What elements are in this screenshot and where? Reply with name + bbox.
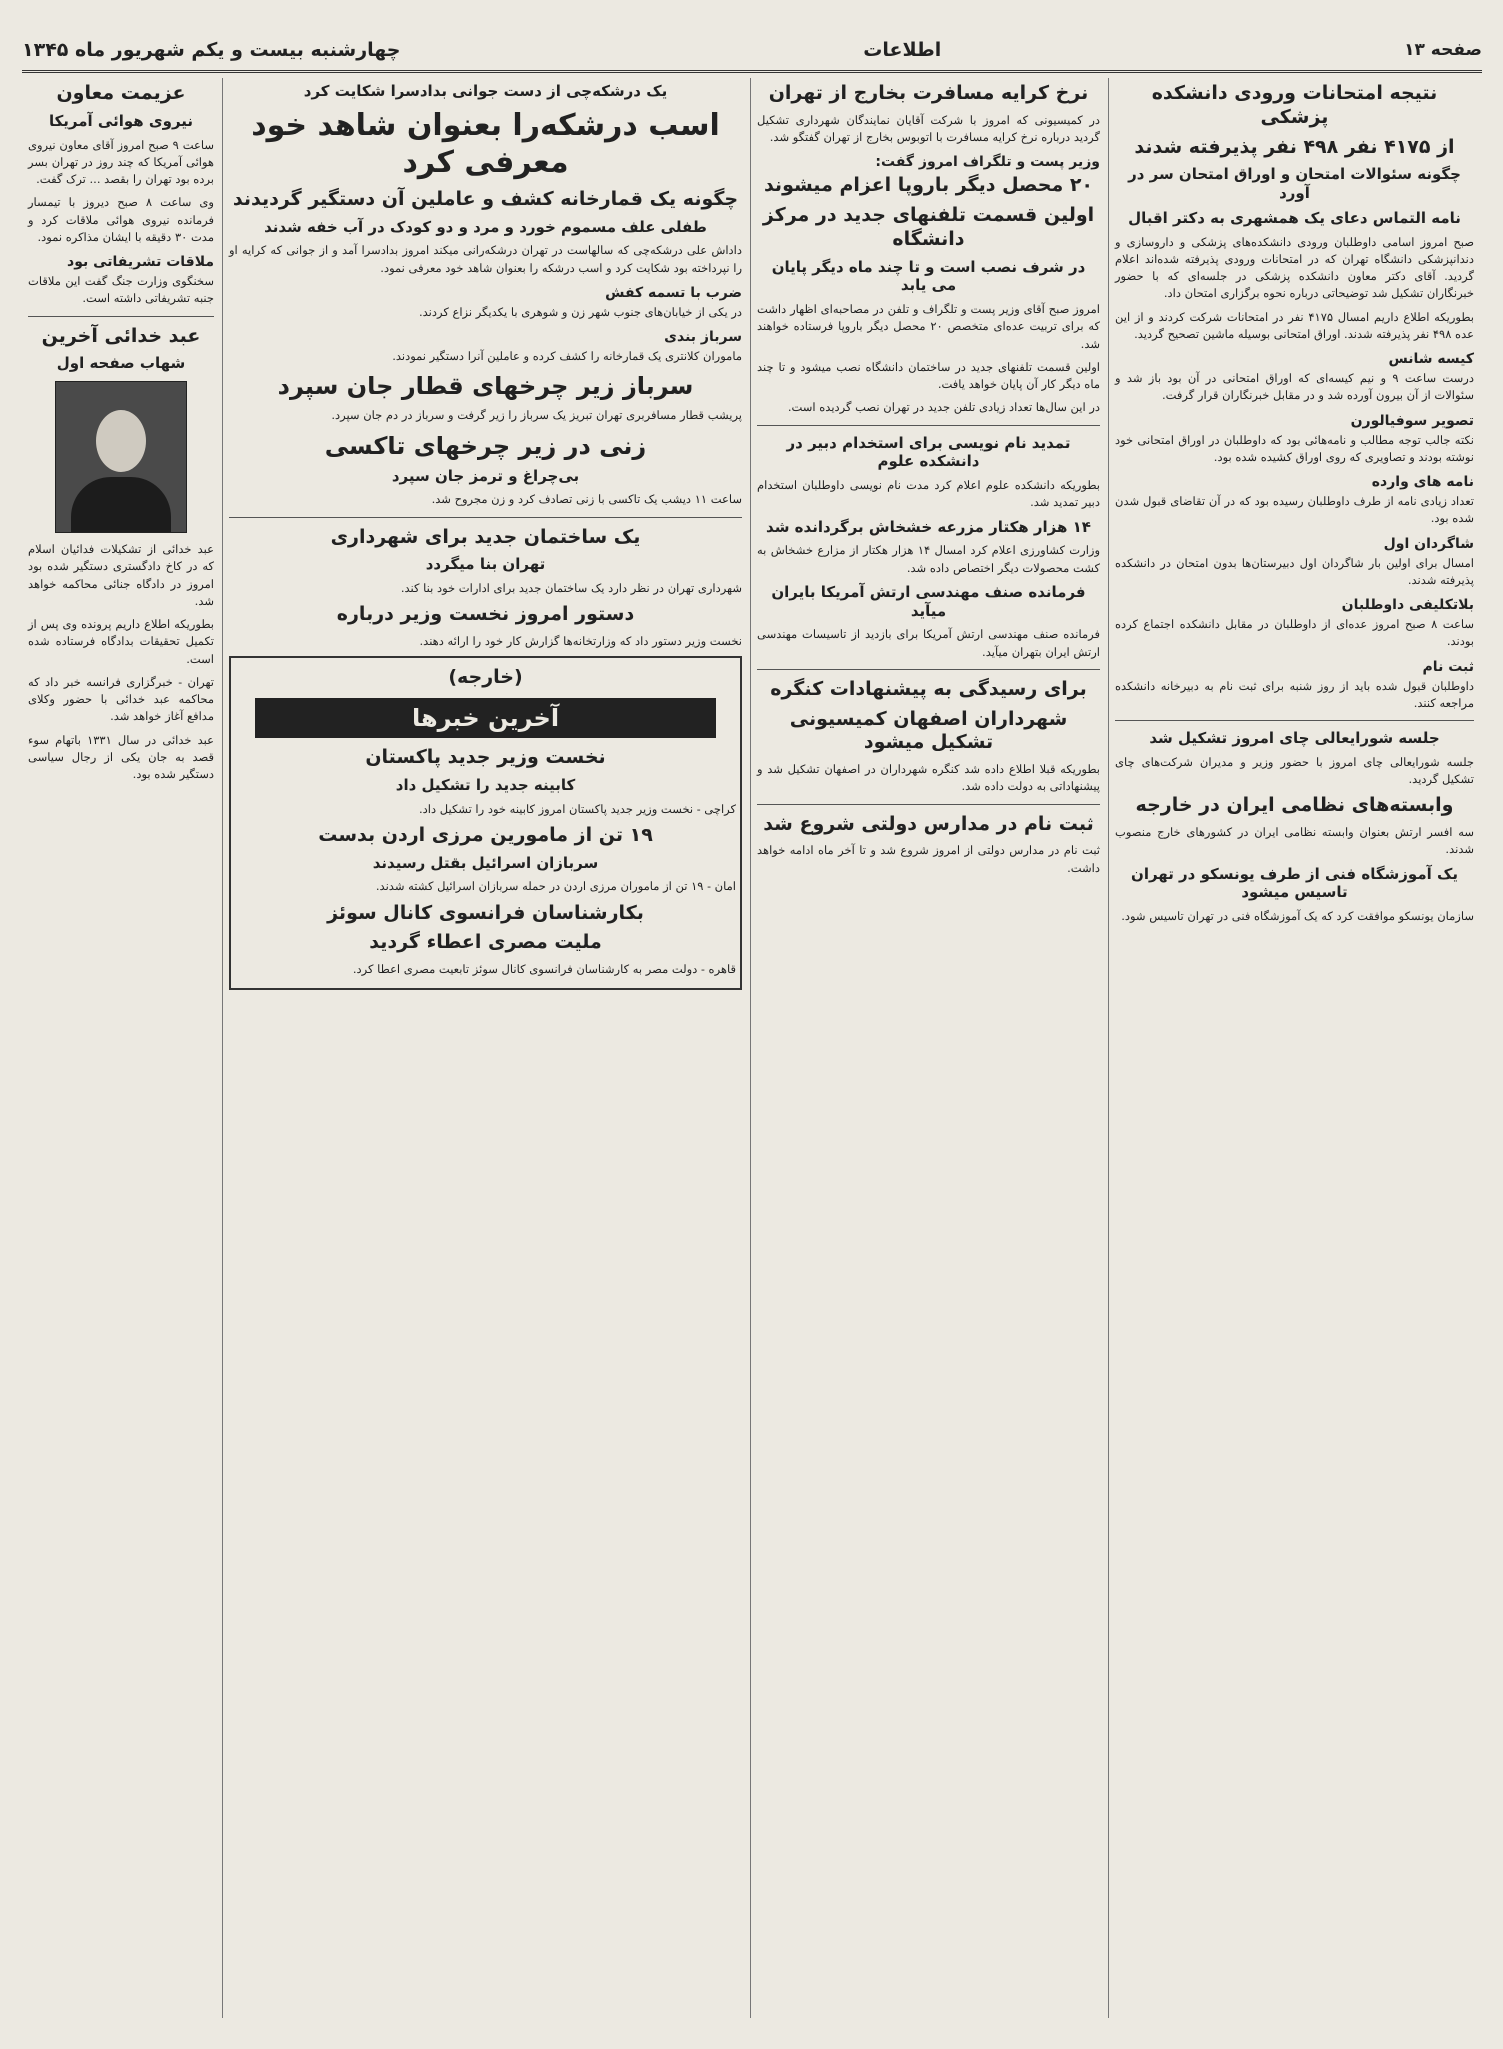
subhead-letter: نامه التماس دعای یک همشهری به دکتر اقبال bbox=[1128, 208, 1461, 227]
section-heading: وزیر پست و تلگراف امروز گفت: bbox=[875, 154, 1100, 171]
article-text: امروز صبح آقای وزیر پست و تلگراف و تلفن در مصاحبه‌ای اظهار داشت که برای تربیت عده‌ای متخصص ۲۰ محصل دیگر باروپا فرستاده خواهند شد. bbox=[757, 302, 1100, 351]
section-heading: ملاقات تشریفاتی بود bbox=[67, 254, 214, 270]
column-fares bbox=[750, 78, 1106, 2018]
article-text: جلسه شورایعالی چای امروز با حضور وزیر و مدیران شرکت‌های چای تشکیل گردید. bbox=[1115, 754, 1474, 786]
section-heading: تصویر سوفیالورن bbox=[1350, 412, 1474, 429]
column-carriage bbox=[222, 78, 748, 2018]
headline-municipality-building: یک ساختمان جدید برای شهرداری bbox=[330, 525, 641, 548]
article-text: داداش علی درشکه‌چی که سالهاست در تهران درشکه‌رانی میکند امروز بدادسرا آمد و از جوانی که کرایه او را نپرداخته بود شکایت کرد و اسب درشکه را بعنوان شاهد خود معرفی نمود. bbox=[229, 243, 742, 275]
article-text: صبح امروز اسامی داوطلبان ورودی دانشکده‌های پزشکی و داروسازی و دندانپزشکی دانشگاه تهران که در امتحانات ورودی پذیرفته شده‌اند اعلام گردید. آقای دکتر معاون دانشکده پزشکی در جلسه‌ای که با حضور خبرنگاران تشکیل شد توضیحاتی درباره نحوه برگزاری امتحان داد. bbox=[1115, 234, 1474, 301]
headline-unesco-school: یک آموزشگاه فنی از طرف یونسکو در تهران تاسیس میشود bbox=[1131, 864, 1458, 902]
subhead-us-airforce: نیروی هوائی آمریکا bbox=[48, 111, 194, 130]
article-text: اولین قسمت تلفنهای جدید در ساختمان دانشگاه نصب میشود و تا چند ماه دیگر کار آن پایان خواهد یافت. bbox=[757, 359, 1100, 391]
headline-congress: برای رسیدگی به پیشنهادات کنگره bbox=[770, 677, 1087, 700]
section-heading: ثبت نام bbox=[1422, 658, 1474, 675]
headline-students-europe: ۲۰ محصل دیگر باروپا اعزام میشوند bbox=[763, 174, 1094, 197]
article-text: درست ساعت ۹ و نیم کیسه‌ای که اوراق امتحانی در آن بود باز شد و سئوالات از آن بیرون آورده شد و در مقابل خبرنگاران قرار گرفت. bbox=[1115, 371, 1474, 403]
section-heading: کیسه شانس bbox=[1388, 351, 1474, 367]
article-text: کراچی - نخست وزیر جدید پاکستان امروز کابینه خود را تشکیل داد. bbox=[419, 801, 736, 816]
headline-teacher-hiring: تمدید نام نویسی برای استخدام دبیر در دانشکده علوم bbox=[786, 433, 1071, 471]
paper-name: اطلاعات bbox=[863, 39, 942, 61]
subhead-suez-citizenship: ملیت مصری اعطاء گردید bbox=[369, 931, 602, 954]
subhead-child-deaths: طفلی علف مسموم خورد و مرد و دو کودک در آب خفه شدند bbox=[264, 217, 707, 236]
article-text: سه افسر ارتش بعنوان وابسته نظامی ایران در کشورهای خارج منصوب شدند. bbox=[1115, 825, 1474, 857]
article-text: بطوریکه قبلا اطلاع داده شد کنگره شهرداران در اصفهان تشکیل شد و پیشنهاداتی به دولت داده شد. bbox=[757, 762, 1100, 794]
article-text: وی ساعت ۸ صبح دیروز با تیمسار فرمانده نیروی هوائی ملاقات کرد و مدت ۳۰ دقیقه با ایشان مذاکره نمود. bbox=[28, 195, 214, 244]
kicker-carriage: یک درشکه‌چی از دست جوانی بدادسرا شکایت کرد bbox=[303, 82, 668, 100]
latest-news-banner: آخرین خبرها bbox=[255, 698, 716, 738]
page-number: صفحه ۱۳ bbox=[1404, 40, 1482, 60]
article-text: ماموران کلانتری یک قمارخانه را کشف کرده و عاملین آنرا دستگیر نمودند. bbox=[392, 349, 742, 363]
headline-military-attaches: وابسته‌های نظامی ایران در خارجه bbox=[1135, 794, 1454, 817]
section-heading: شاگردان اول bbox=[1383, 535, 1474, 552]
article-text: بطوریکه اطلاع داریم پرونده وی پس از تکمیل تحقیقات بدادگاه فرستاده شده است. bbox=[28, 617, 214, 666]
article-text: شهرداری تهران در نظر دارد یک ساختمان جدید برای ادارات خود بنا کند. bbox=[400, 581, 742, 595]
article-text: سخنگوی وزارت جنگ گفت این ملاقات جنبه تشریفاتی داشته است. bbox=[28, 274, 214, 306]
article-text: امان - ۱۹ تن از ماموران مرزی اردن در حمله سربازان اسرائیل کشته شدند. bbox=[375, 879, 736, 894]
subhead-accepted: از ۴۱۷۵ نفر ۴۹۸ نفر پذیرفته شدند bbox=[1134, 135, 1455, 158]
article-text: تهران - خبرگزاری فرانسه خبر داد که محاکمه عبد خدائی با حضور وکلای مدافع آغاز خواهد شد. bbox=[28, 674, 214, 724]
section-heading: ضرب با تسمه کفش bbox=[605, 284, 742, 301]
article-text: در این سال‌ها تعداد زیادی تلفن جدید در تهران نصب گردیده است. bbox=[787, 400, 1100, 415]
headline-suez-experts: بکارشناسان فرانسوی کانال سوئز bbox=[327, 901, 644, 924]
subhead-taxi: بی‌چراغ و ترمز جان سپرد bbox=[391, 466, 580, 485]
article-text: بطوریکه دانشکده علوم اعلام کرد مدت نام نویسی داوطلبان استخدام دبیر تمدید شد. bbox=[757, 478, 1100, 510]
subhead-obituary: شهاب صفحه اول bbox=[56, 354, 186, 373]
article-text: قاهره - دولت مصر به کارشناسان فرانسوی کانال سوئز تابعیت مصری اعطا کرد. bbox=[352, 962, 736, 976]
article-text: در کمیسیونی که امروز با شرکت آقایان نمایندگان شهرداری تشکیل گردید درباره نرخ کرایه مسافرت با اتوبوس بخارج از تهران گفتگو شد. bbox=[757, 112, 1100, 144]
issue-date: چهارشنبه بیست و یکم شهریور ماه ۱۳۴۵ bbox=[22, 39, 401, 61]
headline-phones-university: اولین قسمت تلفنهای جدید در مرکز دانشگاه bbox=[762, 204, 1095, 250]
headline-taxi-woman: زنی در زیر چرخهای تاکسی bbox=[324, 431, 647, 460]
label-foreign: (خارجه) bbox=[448, 666, 523, 689]
headline-horse-witness: اسب درشکه‌را بعنوان شاهد خود معرفی کرد bbox=[251, 107, 720, 181]
headline-us-engineers: فرمانده صنف مهندسی ارتش آمریکا بایران میآید bbox=[771, 582, 1086, 620]
headline-fares: نرخ کرایه مسافرت بخارج از تهران bbox=[768, 82, 1089, 104]
column-medical-exams bbox=[1108, 78, 1480, 2018]
portrait-photo bbox=[55, 381, 187, 533]
headline-soldier-train: سرباز زیر چرخهای قطار جان سپرد bbox=[277, 372, 694, 401]
headline-jordan-border: ۱۹ تن از مامورین مرزی اردن بدست bbox=[318, 823, 653, 846]
article-text: سازمان یونسکو موافقت کرد که یک آموزشگاه فنی در تهران تاسیس شود. bbox=[1121, 909, 1474, 923]
article-text: داوطلبان قبول شده باید از روز شنبه برای ثبت نام به دبیرخانه دانشکده مراجعه کنند. bbox=[1115, 678, 1474, 710]
headline-isfahan-mayors: شهرداران اصفهان کمیسیونی تشکیل میشود bbox=[789, 707, 1068, 754]
article-text: نکته جالب توجه مطالب و نامه‌هائی بود که داوطلبان در اوراق امتحانی خود نوشته بودند و تصاویری که روی اوراق کشیده شده بود. bbox=[1115, 432, 1474, 464]
subhead-jordan: سربازان اسرائیل بقتل رسیدند bbox=[372, 853, 599, 872]
article-text: تعداد زیادی نامه از طرف داوطلبان رسیده بود که در آن تقاضای قبول شدن شده بود. bbox=[1115, 494, 1474, 526]
section-heading: نامه های وارده bbox=[1371, 474, 1474, 490]
headline-school-registration: ثبت نام در مدارس دولتی شروع شد bbox=[763, 812, 1094, 835]
article-text: فرمانده صنف مهندسی ارتش آمریکا برای بازدید از تاسیسات مهندسی ارتش ایران بتهران میآید. bbox=[757, 627, 1100, 659]
headline-tea-council: جلسه شورایعالی چای امروز تشکیل شد bbox=[1149, 729, 1440, 747]
subhead-municipality: تهران بنا میگردد bbox=[425, 555, 546, 574]
article-text: ساعت ۸ صبح امروز عده‌ای از داوطلبان در مقابل دانشکده اجتماع کرده بودند. bbox=[1115, 617, 1474, 649]
subhead-gambling-den: چگونه یک قمارخانه کشف و عاملین آن دستگیر گردیدند bbox=[232, 187, 739, 210]
article-text: ساعت ۱۱ دیشب یک تاکسی با زنی تصادف کرد و زن مجروح شد. bbox=[431, 492, 742, 507]
article-text: پریشب قطار مسافربری تهران تبریز یک سرباز را زیر گرفت و سرباز در دم جان سپرد. bbox=[331, 408, 742, 423]
headline-poppy-fields: ۱۴ هزار هکتار مزرعه خشخاش برگردانده شد bbox=[766, 517, 1091, 536]
foreign-news-box bbox=[229, 656, 742, 990]
article-text: ساعت ۹ صبح امروز آقای معاون نیروی هوائی آمریکا که چند روز در تهران بسر برده بود تهران را بقصد ... ترک گفت. bbox=[28, 137, 214, 186]
article-text: بطوریکه اطلاع داریم امسال ۴۱۷۵ نفر در امتحانات شرکت کردند و از این عده ۴۹۸ نفر پذیرفته شدند. اوراق امتحانی بوسیله ماشین تصحیح گردید. bbox=[1115, 309, 1474, 341]
article-text: ثبت نام در مدارس دولتی از امروز شروع شد و تا آخر ماه ادامه خواهد داشت. bbox=[757, 843, 1100, 875]
headline-medical-exams: نتیجه امتحانات ورودی دانشکده پزشکی bbox=[1151, 82, 1438, 128]
article-text: در یکی از خیابان‌های جنوب شهر زن و شوهری با یکدیگر نزاع کردند. bbox=[418, 304, 742, 319]
masthead bbox=[22, 30, 1482, 73]
section-heading: سرباز بندی bbox=[664, 329, 742, 345]
column-deputy-departure bbox=[22, 78, 220, 2018]
article-text: نخست وزیر دستور داد که وزارتخانه‌ها گزارش کار خود را ارائه دهند. bbox=[419, 634, 742, 648]
article-text: عبد خدائی در سال ۱۳۳۱ باتهام سوء قصد به جان یکی از رجال سیاسی دستگیر شده بود. bbox=[28, 732, 214, 781]
subhead-phones: در شرف نصب است و تا چند ماه دیگر پایان می یابد bbox=[771, 257, 1086, 295]
subhead-exam-papers: چگونه سئوالات امتحان و اوراق امتحان سر در آورد bbox=[1128, 165, 1461, 202]
article-text: وزارت کشاورزی اعلام کرد امسال ۱۴ هزار هکتار از مزارع خشخاش به کشت محصولات دیگر اختصاص داده شد. bbox=[757, 543, 1100, 575]
section-heading: بلاتکلیفی داوطلبان bbox=[1341, 597, 1474, 613]
headline-pakistan-pm: نخست وزیر جدید پاکستان bbox=[365, 746, 606, 768]
subhead-pakistan-cabinet: کابینه جدید را تشکیل داد bbox=[395, 775, 576, 794]
article-text: عبد خدائی از تشکیلات فدائیان اسلام که در کاخ دادگستری دستگیر شده بود امروز در دادگاه جنائی محاکمه خواهد شد. bbox=[28, 542, 214, 608]
headline-obituary: عبد خدائی آخرین bbox=[41, 324, 201, 347]
headline-pm-order: دستور امروز نخست وزیر درباره bbox=[336, 603, 635, 626]
headline-deputy-departure: عزیمت معاون bbox=[56, 82, 186, 104]
article-text: امسال برای اولین بار شاگردان اول دبیرستان‌ها بدون امتحان در دانشکده پذیرفته شدند. bbox=[1115, 555, 1474, 587]
